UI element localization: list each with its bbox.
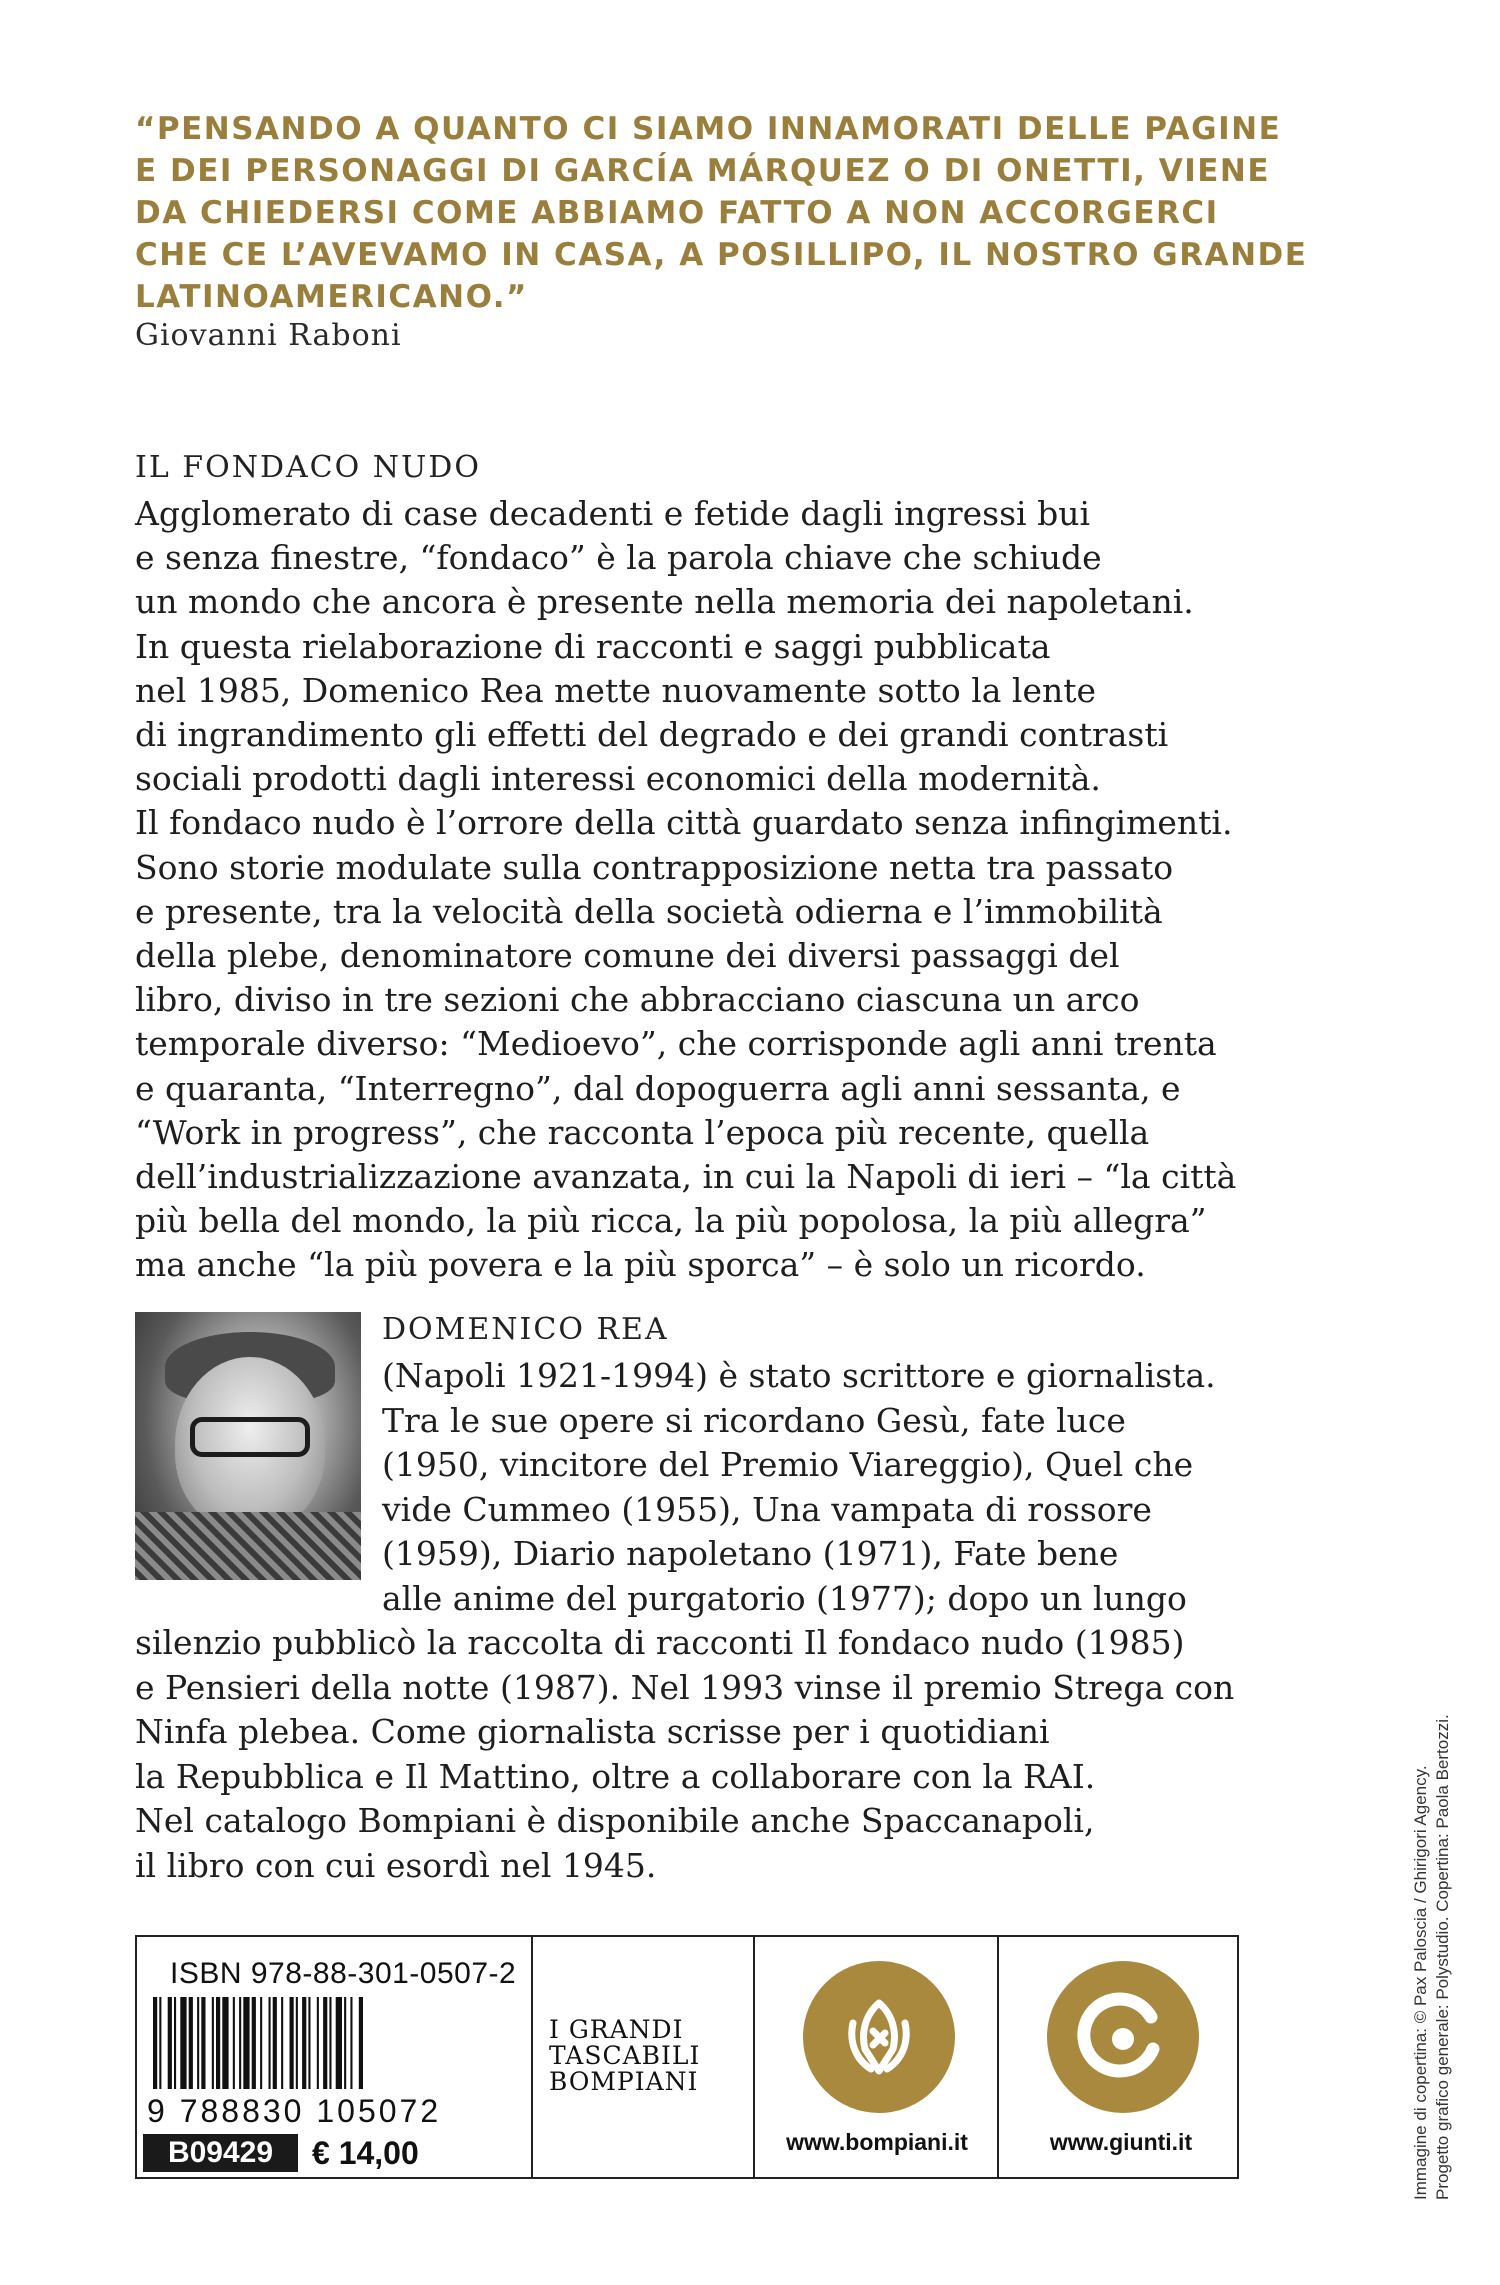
bio-title: DOMENICO REA xyxy=(382,1312,669,1347)
barcode xyxy=(149,1997,524,2089)
bompiani-logo-icon xyxy=(803,1961,955,2113)
bio-line: la Repubblica e Il Mattino, oltre a collaborare con la RAI. xyxy=(135,1756,1096,1796)
bio-line: e Pensieri della notte (1987). Nel 1993 vinse il premio Strega con xyxy=(135,1667,1235,1707)
quote-author: Giovanni Raboni xyxy=(135,318,402,353)
bio-line: (1950, vincitore del Premio Viareggio), Quel che xyxy=(382,1445,1194,1484)
pull-quote xyxy=(135,108,1308,318)
blurb-line: Il fondaco nudo è l’orrore della città guardato senza infingimenti. xyxy=(135,803,1233,843)
blurb-line: un mondo che ancora è presente nella memoria dei napoletani. xyxy=(135,582,1194,622)
quote-line: “PENSANDO A QUANTO CI SIAMO INNAMORATI DELLE PAGINE xyxy=(135,111,1282,147)
series-line: BOMPIANI xyxy=(549,2067,699,2096)
image-credits xyxy=(1410,1714,1454,2200)
bompiani-cell xyxy=(753,1937,999,2177)
bio-line: silenzio pubblicò la raccolta di racconti Il fondaco nudo (1985) xyxy=(135,1623,1185,1662)
bio-line: Nel catalogo Bompiani è disponibile anche Spaccanapoli, xyxy=(135,1801,1095,1840)
giunti-logo-icon xyxy=(1047,1961,1199,2113)
series-line: TASCABILI xyxy=(549,2041,701,2070)
isbn-label: ISBN 978-88-301-0507-2 xyxy=(170,1957,517,1990)
blurb-title: IL FONDACO NUDO xyxy=(135,450,481,485)
credit-line: Progetto grafico generale: Polystudio. Copertina: Paola Bertozzi. xyxy=(1433,1714,1452,2200)
bio-text xyxy=(135,1354,1265,1888)
blurb-line: libro, diviso in tre sezioni che abbracciano ciascuna un arco xyxy=(135,980,1140,1020)
blurb-line: e senza finestre, “fondaco” è la parola chiave che schiude xyxy=(135,538,1102,578)
giunti-cell xyxy=(997,1937,1243,2177)
blurb-line: di ingrandimento gli effetti del degrado e dei grandi contrasti xyxy=(135,715,1169,755)
blurb-line: temporale diverso: “Medioevo”, che corrisponde agli anni trenta xyxy=(135,1024,1217,1064)
blurb-line: e presente, tra la velocità della società odierna e l’immobilità xyxy=(135,891,1163,931)
price: € 14,00 xyxy=(312,2135,419,2171)
bio-line: Tra le sue opere si ricordano Gesù, fate luce xyxy=(382,1400,1126,1440)
bio-line: vide Cummeo (1955), Una vampata di rossore xyxy=(382,1489,1152,1529)
blurb-line: Sono storie modulate sulla contrapposizione netta tra passato xyxy=(135,847,1174,887)
barcode-number: 9 788830 105072 xyxy=(147,2093,442,2129)
blurb-line: nel 1985, Domenico Rea mette nuovamente sotto la lente xyxy=(135,670,1097,710)
bio-line: Ninfa plebea. Come giornalista scrisse per i quotidiani xyxy=(135,1712,1050,1751)
blurb-line: ma anche “la più povera e la più sporca” – è solo un ricordo. xyxy=(135,1245,1146,1285)
blurb-line: In questa rielaborazione di racconti e saggi pubblicata xyxy=(135,626,1051,666)
blurb-line: dell’industrializzazione avanzata, in cui la Napoli di ieri – “la città xyxy=(135,1157,1237,1197)
quote-line: LATINOAMERICANO.” xyxy=(135,279,528,315)
quote-line: E DEI PERSONAGGI DI GARCÍA MÁRQUEZ O DI ONETTI, VIENE xyxy=(135,153,1271,189)
bio-line: (1959), Diario napoletano (1971), Fate bene xyxy=(382,1534,1119,1573)
blurb-line: più bella del mondo, la più ricca, la più popolosa, la più allegra” xyxy=(135,1201,1207,1241)
blurb-line: della plebe, denominatore comune dei diversi passaggi del xyxy=(135,936,1120,976)
back-cover-info-box xyxy=(135,1935,1239,2179)
blurb-line: Agglomerato di case decadenti e fetide dagli ingressi bui xyxy=(135,494,1091,533)
barcode-cell xyxy=(137,1937,531,2177)
quote-line: CHE CE L’AVEVAMO IN CASA, A POSILLIPO, IL NOSTRO GRANDE xyxy=(135,237,1308,273)
blurb-line: sociali prodotti dagli interessi economici della modernità. xyxy=(135,759,1101,799)
series-logo xyxy=(549,2017,700,2095)
bio-line: (Napoli 1921-1994) è stato scrittore e giornalista. xyxy=(382,1356,1216,1395)
series-line: I GRANDI xyxy=(549,2015,684,2044)
giunti-website: www.giunti.it xyxy=(1049,2129,1193,2155)
bio-line: alle anime del purgatorio (1977); dopo un lungo xyxy=(382,1578,1187,1618)
blurb-line: e quaranta, “Interregno”, dal dopoguerra agli anni sessanta, e xyxy=(135,1068,1181,1108)
quote-line: DA CHIEDERSI COME ABBIAMO FATTO A NON ACCORGERCI xyxy=(135,195,1219,231)
catalog-code: B09429 xyxy=(143,2134,298,2172)
bio-line: il libro con cui esordì nel 1945. xyxy=(135,1845,657,1885)
bompiani-website: www.bompiani.it xyxy=(786,2129,968,2155)
credit-line: Immagine di copertina: © Pax Paloscia / Ghirigori Agency. xyxy=(1411,1765,1430,2200)
blurb-line: “Work in progress”, che racconta l’epoca più recente, quella xyxy=(135,1112,1150,1152)
series-cell xyxy=(531,1937,755,2177)
blurb-text xyxy=(135,492,1265,1288)
